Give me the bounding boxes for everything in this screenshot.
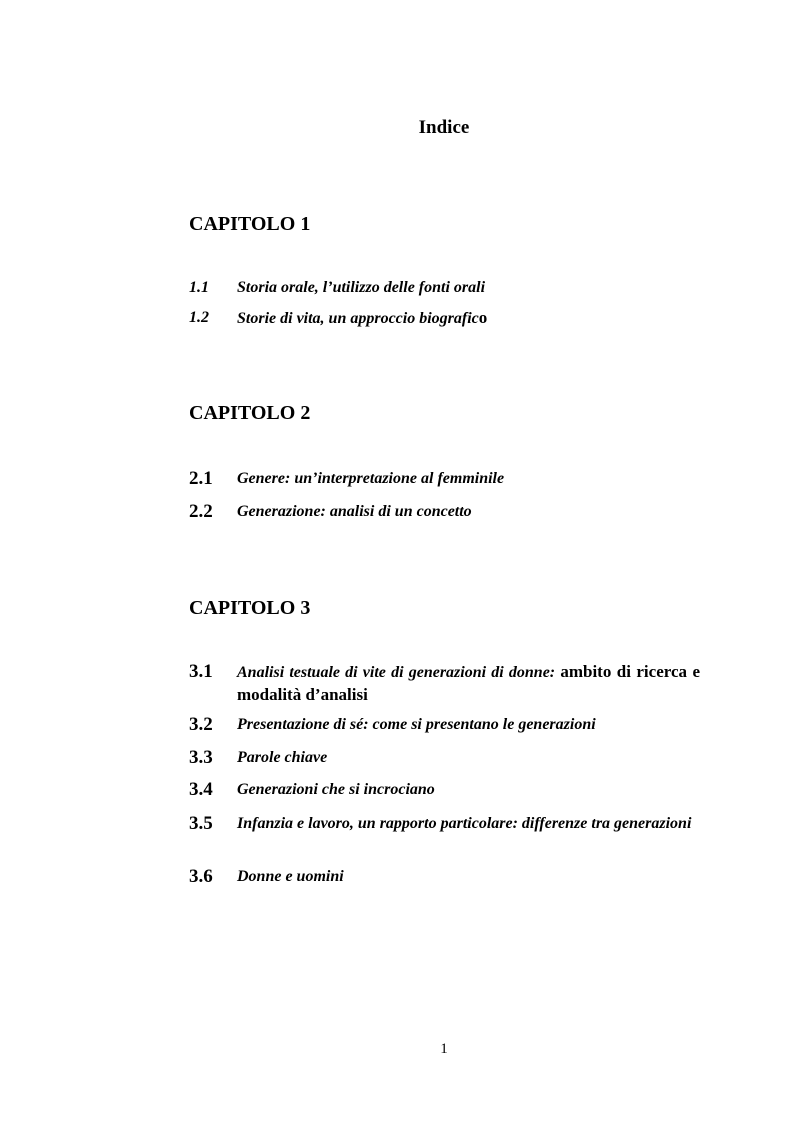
chapter-3-heading: CAPITOLO 3 <box>189 597 311 619</box>
toc-entry-2-2[interactable] <box>189 501 700 523</box>
section-title: Storia orale, l’utilizzo delle fonti orali <box>237 279 486 296</box>
toc-entry-3-3[interactable] <box>189 747 700 769</box>
section-title: Generazioni che si incrociano <box>237 781 435 798</box>
page-title: Indice <box>418 117 470 138</box>
section-number: 3.4 <box>189 779 213 800</box>
toc-entry-1-1[interactable] <box>189 277 700 299</box>
section-number: 3.2 <box>189 714 213 735</box>
section-title: Parole chiave <box>237 749 328 766</box>
section-title: Storie di vita, un approccio biografic <box>237 310 479 327</box>
section-title: Analisi testuale di vite di generazioni di donne: <box>237 664 556 681</box>
section-number: 3.6 <box>189 866 213 887</box>
toc-entry-3-6[interactable] <box>189 866 700 888</box>
section-title: Genere: un’interpretazione al femminile <box>237 470 505 487</box>
section-title: Generazione: analisi di un concetto <box>237 503 472 520</box>
section-number: 2.1 <box>189 468 213 489</box>
section-number: 2.2 <box>189 501 213 522</box>
toc-entry-3-2[interactable] <box>189 714 700 736</box>
section-number: 3.1 <box>189 661 213 682</box>
section-number: 3.5 <box>189 813 213 834</box>
section-title-suffix: ambito di ricerca e modalità d’analisi <box>237 662 701 704</box>
section-title-suffix: o <box>478 308 488 327</box>
section-title: Donne e uomini <box>237 868 344 885</box>
section-title: Infanzia e lavoro, un rapporto particolare: differenze tra generazioni <box>237 815 692 832</box>
toc-entry-2-1[interactable] <box>189 468 700 490</box>
toc-entry-3-1[interactable] <box>189 661 700 707</box>
toc-entry-3-5[interactable] <box>189 813 700 835</box>
section-title: Presentazione di sé: come si presentano le generazioni <box>237 716 596 733</box>
chapter-2-heading: CAPITOLO 2 <box>189 402 311 424</box>
section-number: 1.2 <box>189 309 209 326</box>
section-number: 1.1 <box>189 279 209 296</box>
page-number: 1 <box>440 1041 448 1057</box>
toc-entry-3-4[interactable] <box>189 779 700 801</box>
toc-entry-1-2[interactable] <box>189 307 700 330</box>
section-number: 3.3 <box>189 747 213 768</box>
chapter-1-heading: CAPITOLO 1 <box>189 213 311 235</box>
